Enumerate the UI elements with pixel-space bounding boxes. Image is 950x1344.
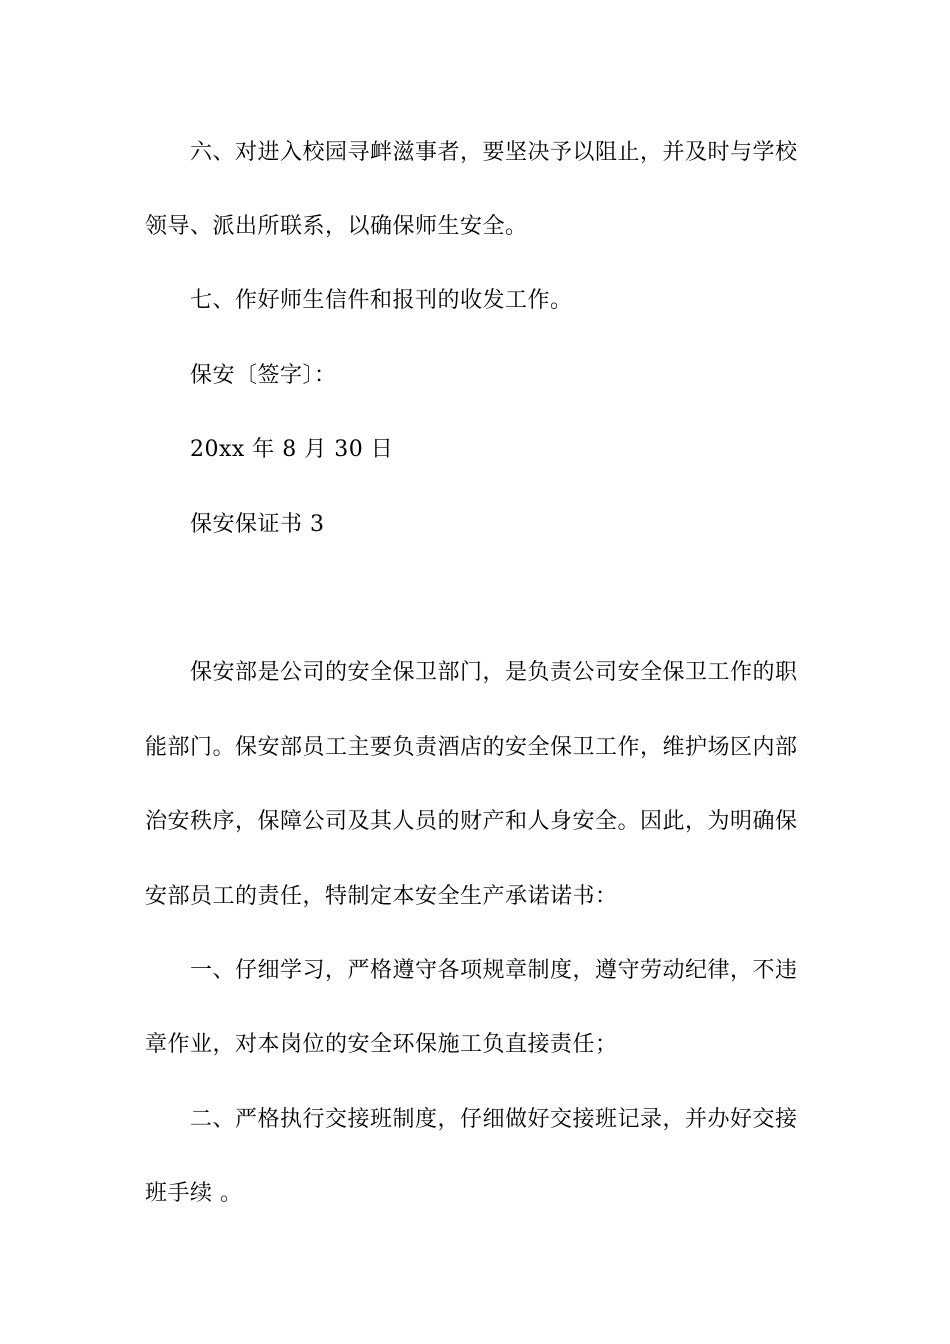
section-title: 保安保证书 3 xyxy=(190,512,325,537)
item-two-line-1: 二、严格执行交接班制度，仔细做好交接班记录，并办好交接 xyxy=(190,1107,798,1132)
paragraph-six-line-2: 领导、派出所联系，以确保师生安全。 xyxy=(145,214,528,239)
intro-paragraph-line-1: 保安部是公司的安全保卫部门，是负责公司安全保卫工作的职 xyxy=(190,660,798,685)
intro-paragraph-line-2: 能部门。保安部员工主要负责酒店的安全保卫工作，维护场区内部 xyxy=(145,735,798,760)
signature-label: 保安〔签字〕： xyxy=(190,363,337,388)
paragraph-six-line-1: 六、对进入校园寻衅滋事者，要坚决予以阻止，并及时与学校 xyxy=(190,140,798,165)
date-line: 20xx 年 8 月 30 日 xyxy=(190,437,394,462)
intro-paragraph-line-3: 治安秩序，保障公司及其人员的财产和人身安全。因此，为明确保 xyxy=(145,809,798,834)
item-one-line-1: 一、仔细学习，严格遵守各项规章制度，遵守劳动纪律，不违 xyxy=(190,958,798,983)
item-two-line-2: 班手续 。 xyxy=(145,1181,243,1206)
item-one-line-2: 章作业，对本岗位的安全环保施工负直接责任； xyxy=(145,1032,618,1057)
paragraph-seven: 七、作好师生信件和报刊的收发工作。 xyxy=(190,288,573,313)
intro-paragraph-line-4: 安部员工的责任，特制定本安全生产承诺诺书： xyxy=(145,884,618,909)
